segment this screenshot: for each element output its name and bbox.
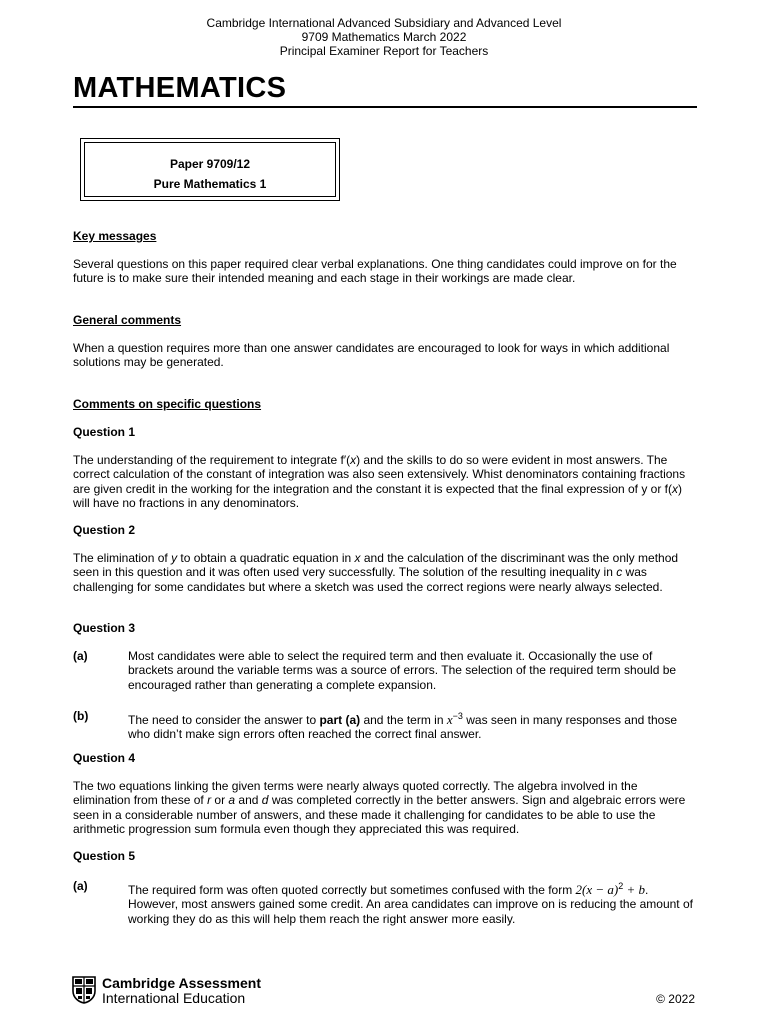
paper-name: Pure Mathematics 1 (153, 177, 267, 191)
question-2-heading: Question 2 (73, 523, 136, 537)
question-3a-label: (a) (73, 649, 88, 663)
question-1-text: The understanding of the requirement to integrate f′(x) and the skills to do so were evident in most answers. The correct calculation of the constant of integration was also seen extensively. Whist denominators containing fractions are given credit in the working for the integration and the constant it is expected that the final expression of y or f(x) will have no fractions in any denominators. (73, 453, 686, 510)
general-comments-text: When a question requires more than one answer candidates are encouraged to look for ways in which additional solutions may be generated. (73, 341, 670, 370)
report-header (0, 16, 768, 58)
question-4-heading: Question 4 (73, 751, 136, 765)
question-5a-text: The required form was often quoted correctly but sometimes confused with the form $2(x - a)^2 + b$. However, most answers gained some credit. An area candidates can improve on is reducing the amount of working they do as this will help them reach the right answer more easily. (128, 881, 693, 926)
question-5a-label: (a) (73, 879, 88, 893)
question-3a-text: Most candidates were able to select the required term and then evaluate it. Occasionally the use of brackets around the variable terms was a source of errors. The selection of the required term should be encouraged rather than generating a complete expansion. (128, 649, 677, 692)
cambridge-logo (72, 976, 272, 1006)
question-2-text: The elimination of y to obtain a quadratic equation in x and the calculation of the discriminant was the only method seen in this question and it was often used very successfully. The solution of the resulting inequality in c was challenging for some candidates but where a sketch was used the correct regions were nearly always selected. (73, 551, 679, 594)
general-comments-heading: General comments (73, 313, 182, 327)
key-messages-text: Several questions on this paper required clear verbal explanations. One thing candidates could improve on for the future is to make sure their intended meaning and each stage in their workings are made clear. (73, 257, 677, 286)
page-title: MATHEMATICS (73, 72, 287, 104)
key-messages-heading: Key messages (73, 229, 157, 243)
cambridge-crest-icon (72, 976, 96, 1004)
paper-box (80, 138, 340, 201)
header-line-2: 9709 Mathematics March 2022 (301, 30, 467, 44)
question-3b-label: (b) (73, 709, 89, 723)
header-line-1: Cambridge International Advanced Subsidiary and Advanced Level (206, 16, 562, 30)
paper-code: Paper 9709/12 (169, 157, 251, 171)
question-1-heading: Question 1 (73, 425, 136, 439)
header-line-3: Principal Examiner Report for Teachers (279, 44, 489, 58)
question-5-heading: Question 5 (73, 849, 136, 863)
title-rule (73, 106, 697, 108)
question-4-text: The two equations linking the given terms were nearly always quoted correctly. The algebra involved in the elimination from these of r or a and d was completed correctly in the better answers. Sign and algebraic errors were seen in a considerable number of answers, and these made it challenging for candidates to be able to use the arithmetic progression sum formula even though they appreciated this was required. (73, 779, 686, 836)
logo-line-1: Cambridge Assessment (102, 975, 261, 991)
copyright: © 2022 (656, 992, 695, 1006)
paper-box-inner (84, 142, 336, 197)
logo-line-2: International Education (102, 990, 246, 1006)
specific-comments-heading: Comments on specific questions (73, 397, 262, 411)
question-3b-text: The need to consider the answer to part (a) and the term in $x^{-3}$ was seen in many responses and those who didn’t make sign errors often reached the correct final answer. (128, 711, 678, 742)
question-3-heading: Question 3 (73, 621, 136, 635)
